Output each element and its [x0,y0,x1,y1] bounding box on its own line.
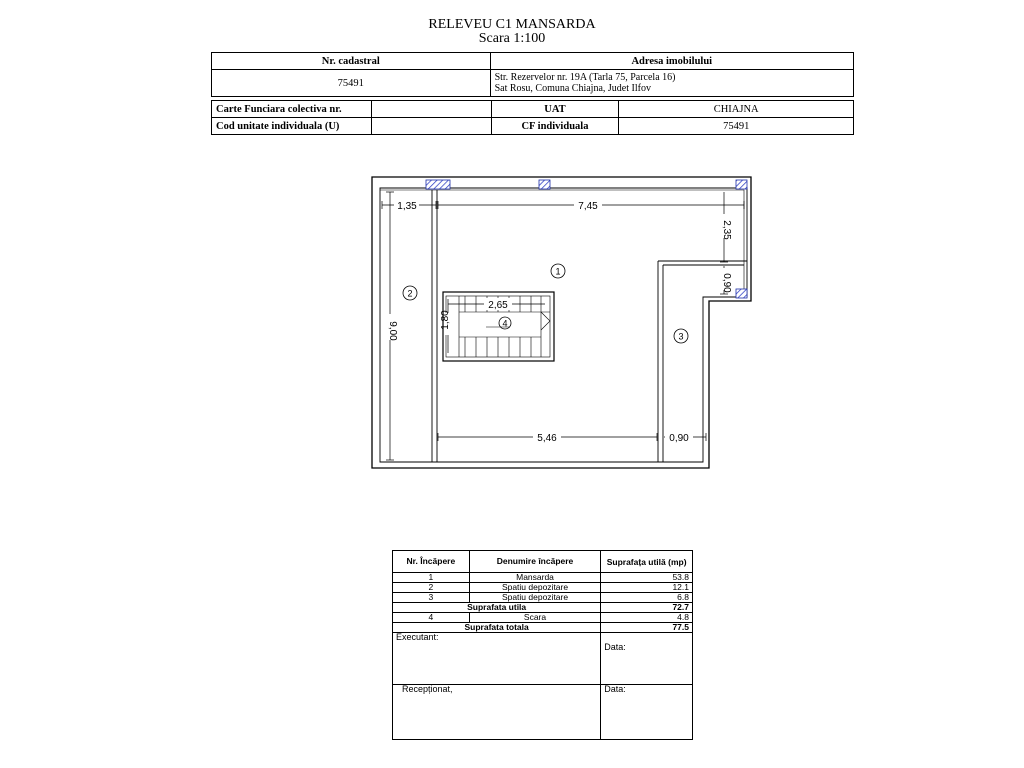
dim-bottom-right: 0,90 [669,433,689,444]
dim-left-height: 9,00 [387,321,398,341]
inner-wall-outline [380,188,747,462]
header-nr: Nr. Încăpere [393,551,470,573]
receptionat-label: Recepționat, [393,685,601,740]
carte-funciara-value [371,101,491,118]
row-nr: 1 [393,573,470,583]
executant-label: Executant: [393,633,601,685]
carte-funciara-label: Carte Funciara colectiva nr. [212,101,372,118]
inner-wall-line [380,190,744,293]
row-nr: 4 [393,613,470,623]
room-label-1: 1 [555,266,561,277]
adresa-label: Adresa imobilului [490,53,853,70]
row-area: 12.1 [601,583,693,593]
cf-individuala-value: 75491 [619,118,854,135]
nr-cadastral-label: Nr. cadastral [212,53,491,70]
total-value: 77.5 [601,623,693,633]
row-name: Spatiu depozitare [469,593,600,603]
cod-unitate-label: Cod unitate individuala (U) [212,118,372,135]
header-area: Suprafața utilă (mp) [601,551,693,573]
dim-stair-width: 2,65 [488,300,508,311]
room-label-3: 3 [678,331,684,342]
table-row [393,573,693,583]
adresa-line2: Sat Rosu, Comuna Chiajna, Judet Ilfov [494,83,651,94]
subtotal-value: 72.7 [601,603,693,613]
row-nr: 3 [393,593,470,603]
row-nr: 2 [393,583,470,593]
dim-top-left: 1,35 [397,201,417,212]
subtotal-row [393,603,693,613]
data-label-2: Data: [601,685,693,740]
dim-bottom-main: 5,46 [537,433,557,444]
cf-table [211,100,854,135]
adresa-value [490,70,853,97]
dim-right-lower: 0,90 [721,273,732,293]
window-right [736,289,747,298]
outer-wall-outline [372,177,751,468]
drawing-scale: Scara 1:100 [478,31,546,46]
row-name: Scara [469,613,600,623]
uat-value: CHIAJNA [619,101,854,118]
room-label-4: 4 [502,318,508,329]
nr-cadastral-value: 75491 [212,70,491,97]
floor-plan [360,170,760,475]
dimension-lines [382,192,744,460]
total-label: Suprafata totala [393,623,601,633]
dim-stair-height: 1,80 [440,310,451,330]
subtotal-label: Suprafata utila [393,603,601,613]
header-name: Denumire încăpere [469,551,600,573]
window-top-middle [539,180,550,189]
row-name: Mansarda [469,573,600,583]
row-name: Spatiu depozitare [469,583,600,593]
table-row [393,583,693,593]
cadastral-table [211,52,854,97]
room-label-2: 2 [407,288,413,299]
table-row [393,613,693,623]
table-row [393,593,693,603]
rooms-table [392,550,693,740]
adresa-line1: Str. Rezervelor nr. 19A (Tarla 75, Parcela 16) [494,72,676,83]
dimension-texts [384,199,732,444]
window-top-left [426,180,450,189]
dim-top-main: 7,45 [578,201,598,212]
uat-label: UAT [491,101,619,118]
total-row [393,623,693,633]
cf-individuala-label: CF individuala [491,118,619,135]
cod-unitate-value [371,118,491,135]
data-label-1: Data: [601,633,693,685]
drawing-title: RELEVEU C1 MANSARDA [428,17,596,32]
row-area: 6.8 [601,593,693,603]
row-area: 53.8 [601,573,693,583]
row-area: 4.8 [601,613,693,623]
window-top-right [736,180,747,189]
dim-right-upper: 2,35 [721,220,732,240]
